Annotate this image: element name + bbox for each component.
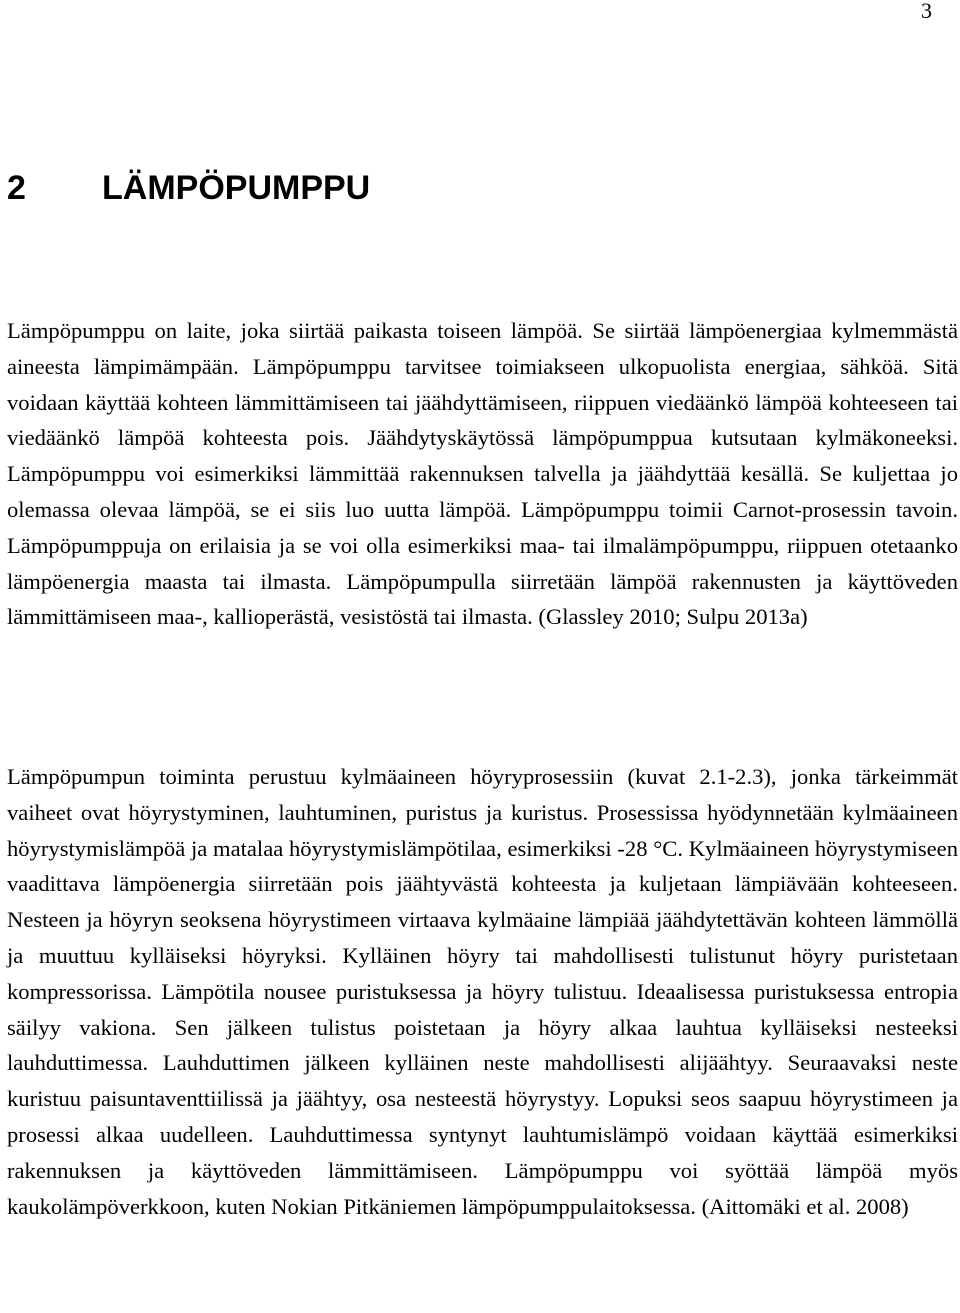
chapter-title: LÄMPÖPUMPPU xyxy=(102,169,371,207)
body-paragraph: Lämpöpumppu on laite, joka siirtää paikasta toiseen lämpöä. Se siirtää lämpöenergiaa kylmemmästä aineesta lämpimämpään. Lämpöpumppu tarvitsee toimiakseen ulkopuolista energiaa, sähköä. Sitä voidaan käyttää kohteen lämmittämiseen tai jäähdyttämiseen, riippuen viedäänkö lämpöä kohteeseen tai viedäänkö lämpöä kohteesta pois. Jäähdytyskäytössä lämpöpumppua kutsutaan kylmäkoneeksi. Lämpöpumppu voi esimerkiksi lämmittää rakennuksen talvella ja jäähdyttää kesällä. Se kuljettaa jo olemassa olevaa lämpöä, se ei siis luo uutta lämpöä. Lämpöpumppu toimii Carnot-prosessin tavoin. Lämpöpumppuja on erilaisia ja se voi olla esimerkiksi maa- tai ilmalämpöpumppu, riippuen otetaanko lämpöenergia maasta tai ilmasta. Lämpöpumpulla siirretään lämpöä rakennusten ja käyttöveden lämmittämiseen maa-, kallioperästä, vesistöstä tai ilmasta. (Glassley 2010; Sulpu 2013a) xyxy=(7,318,958,630)
chapter-number: 2 xyxy=(7,169,26,207)
page-number: 3 xyxy=(921,0,932,23)
body-paragraph: Lämpöpumpun toiminta perustuu kylmäaineen höyryprosessiin (kuvat 2.1-2.3), jonka tärkeimmät vaiheet ovat höyrystyminen, lauhtuminen, puristus ja kuristus. Prosessissa hyödynnetään kylmäaineen höyrystymislämpöä ja matalaa höyrystymislämpötilaa, esimerkiksi -28 °C. Kylmäaineen höyrystymiseen vaadittava lämpöenergia siirretään pois jäähtyvästä kohteesta ja kuljetaan lämpiävään kohteeseen. Nesteen ja höyryn seoksena höyrystimeen virtaava kylmäaine lämpiää jäähdytettävän kohteen lämmöllä ja muuttuu kylläiseksi höyryksi. Kylläinen höyry tai mahdollisesti tulistunut höyry puristetaan kompressorissa. Lämpötila nousee puristuksessa ja höyry tulistuu. Ideaalisessa puristuksessa entropia säilyy vakiona. Sen jälkeen tulistus poistetaan ja höyry alkaa lauhtua kylläiseksi nesteeksi lauhduttimessa. Lauhduttimen jälkeen kylläinen neste mahdollisesti alijäähtyy. Seuraavaksi neste kuristuu paisuntaventtiilissä ja jäähtyy, osa nesteestä höyrystyy. Lopuksi seos saapuu höyrystimeen ja prosessi alkaa uudelleen. Lauhduttimessa syntynyt lauhtumislämpö voidaan käyttää esimerkiksi rakennuksen ja käyttöveden lämmittämiseen. Lämpöpumppu voi syöttää lämpöä myös kaukolämpöverkkoon, kuten Nokian Pitkäniemen lämpöpumppulaitoksessa. (Aittomäki et al. 2008) xyxy=(7,764,958,1219)
chapter-heading xyxy=(7,166,370,210)
